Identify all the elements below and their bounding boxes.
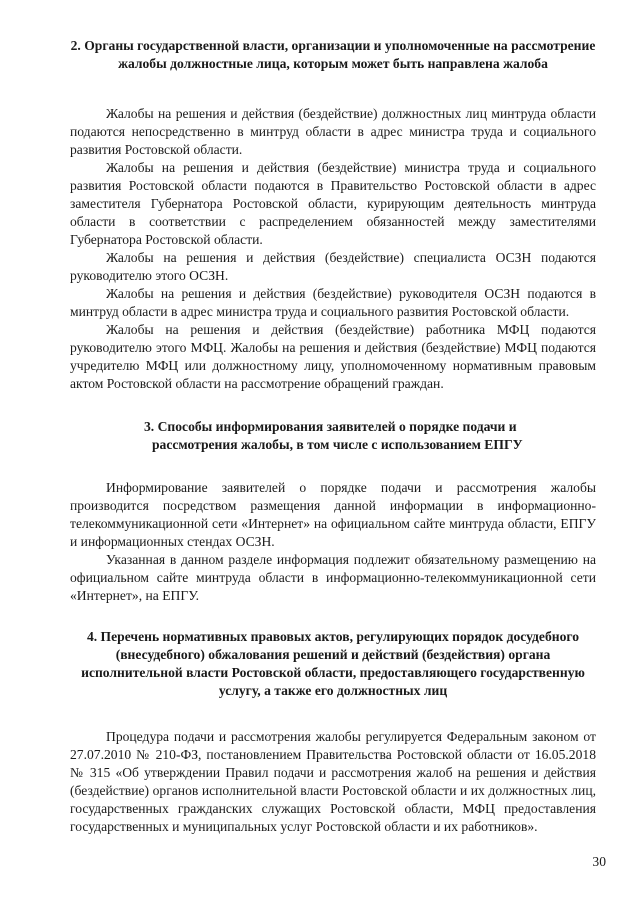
paragraph: Жалобы на решения и действия (бездействие) министра труда и социального развития Ростовской области подаются в Правительство Ростовской области в адрес заместителя Губернатора Ростовской области, курирующим деятельность минтруда области в соответствии с распределением обязанностей между заместителями Губернатора Ростовской области. <box>70 160 596 247</box>
section-heading-line: 3. Способы информирования заявителей о порядке подачи и <box>144 419 517 434</box>
page-number: 30 <box>592 854 606 869</box>
document-page <box>70 24 596 836</box>
paragraph: Процедура подачи и рассмотрения жалобы регулируется Федеральным законом от 27.07.2010 № 210-ФЗ, постановлением Правительства Ростовской области от 16.05.2018 № 315 «Об утверждении Правил подачи и рассмотрения жалоб на решения и действия (бездействие) органов исполнительной власти Ростовской области и их должностных лиц, государственных гражданских служащих Ростовской области, МФЦ предоставления государственных и муниципальных услуг Ростовской области и их работников». <box>70 729 596 834</box>
paragraph: Жалобы на решения и действия (бездействие) работника МФЦ подаются руководителю этого МФЦ. Жалобы на решения и действия (бездействие) МФЦ подаются учредителю МФЦ или должностному лицу, уполномоченному нормативным правовым актом Ростовской области на рассмотрение обращений граждан. <box>70 322 596 391</box>
section-heading <box>70 418 596 454</box>
section-body <box>70 105 596 393</box>
paragraph: Жалобы на решения и действия (бездействие) специалиста ОСЗН подаются руководителю этого ОСЗН. <box>70 250 596 283</box>
section-heading: 2. Органы государственной власти, организации и уполномоченные на рассмотрение жалобы должностные лица, которым может быть направлена жалоба <box>70 38 596 71</box>
section-heading-line: рассмотрения жалобы, в том числе с использованием ЕПГУ <box>152 437 523 452</box>
paragraph: Жалобы на решения и действия (бездействие) руководителя ОСЗН подаются в минтруд области в адрес министра труда и социального развития Ростовской области. <box>70 286 596 319</box>
section-informing-methods <box>70 418 596 605</box>
section-body <box>70 479 596 605</box>
paragraph: Информирование заявителей о порядке подачи и рассмотрения жалобы производится посредством размещения данной информации в информационно-телекоммуникационной сети «Интернет» на официальном сайте минтруда области, ЕПГУ и информационных стендах ОСЗН. <box>70 480 596 549</box>
section-heading: 4. Перечень нормативных правовых актов, регулирующих порядок досудебного (внесудебного) обжалования решений и действий (бездействия) органа исполнительной власти Ростовской области, предоставляющего государственную услугу, а также его должностных лиц <box>81 629 585 698</box>
section-body <box>70 728 596 836</box>
paragraph: Указанная в данном разделе информация подлежит обязательному размещению на официальном сайте минтруда области в информационно-телекоммуникационной сети «Интернет», на ЕПГУ. <box>70 552 596 603</box>
section-complaint-authorities <box>70 37 596 393</box>
paragraph: Жалобы на решения и действия (бездействие) должностных лиц минтруда области подаются непосредственно в минтруд области в адрес министра труда и социального развития Ростовской области. <box>70 106 596 157</box>
section-regulatory-acts <box>70 628 596 836</box>
